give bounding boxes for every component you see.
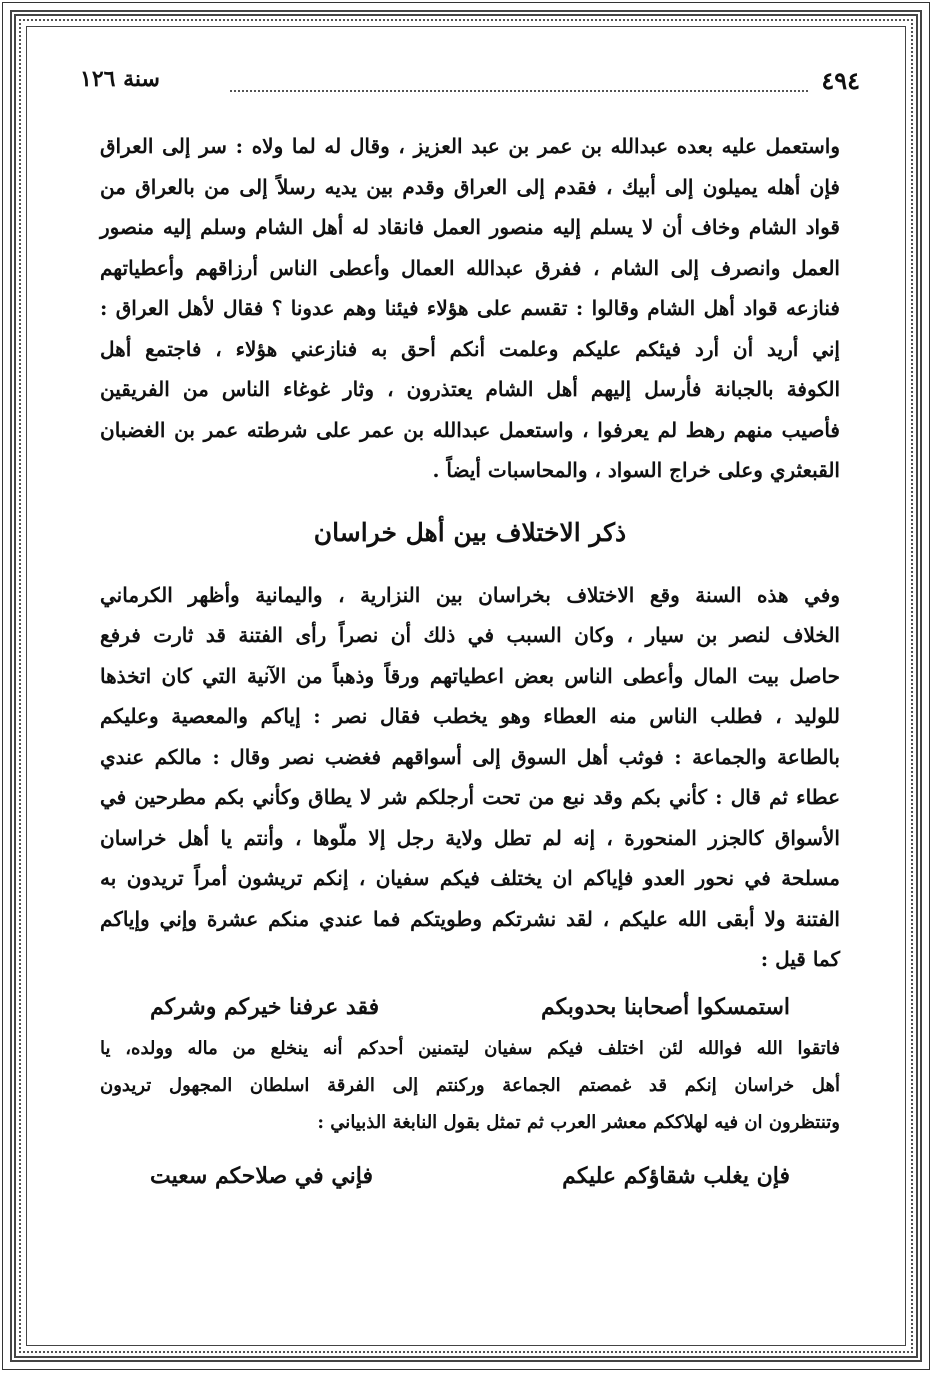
text-line: مسلحة في نحور العدو فإياكم ان يختلف فيكم سفيان ، إنكم تريشون أمراً تريدون به bbox=[100, 866, 840, 890]
intro-paragraph bbox=[100, 126, 840, 491]
verse-hemistich-right: فإن يغلب شقاؤكم عليكم bbox=[562, 1162, 790, 1189]
page-header bbox=[80, 60, 860, 100]
text-line: الكوفة بالجبانة فأرسل إليهم أهل الشام يعتذرون ، وثار غوغاء الناس من الفريقين bbox=[100, 377, 840, 401]
text-line: فنازعه قواد أهل الشام وقالوا : تقسم على هؤلاء فيئنا وهم عدونا ؟ فقال لأهل العراق : bbox=[100, 296, 840, 320]
text-line: الأسواق كالجزر المنحورة ، إنه لم تطل ولاية رجل إلا ملّوها ، وأنتم يا أهل خراسان bbox=[100, 825, 840, 850]
text-line: وتنتظرون ان فيه لهلاككم معشر العرب ثم تمثل بقول النابغة الذبياني : bbox=[317, 1111, 840, 1133]
text-line: الخلاف لنصر بن سيار ، وكان السبب في ذلك أن نصراً رأى الفتنة قد ثارت فرفع bbox=[100, 623, 840, 647]
text-line: فاتقوا الله فوالله لئن اختلف فيكم سفيان ليتمنين أحدكم أنه ينخلع من ماله وولده، يا bbox=[100, 1037, 840, 1059]
text-line: القبعثري وعلى خراج السواد ، والمحاسبات أيضاً . bbox=[432, 458, 840, 482]
text-line: الفتنة ولا أبقى الله عليكم ، لقد نشرتكم وطويتكم فما عندي منكم عشرة وإني وإياكم bbox=[100, 906, 840, 931]
text-line: واستعمل عليه بعده عبدالله بن عمر بن عبد العزيز ، وقال له لما ولاه : سر إلى العراق bbox=[100, 134, 840, 158]
verse-hemistich-left: فقد عرفنا خيركم وشركم bbox=[150, 993, 380, 1020]
text-line: أهل خراسان إنكم قد غمصتم الجماعة وركنتم إلى الفرقة اسلطان المجهول تريدون bbox=[100, 1074, 840, 1096]
section-title: ذكر الاختلاف بين أهل خراسان bbox=[313, 517, 627, 547]
text-line: قواد الشام وخاف أن لا يسلم إليه منصور العمل فانقاد له أهل الشام وسلم إليه منصور bbox=[100, 215, 840, 239]
text-line: عطاء ثم قال : كأني بكم وقد نبع من تحت أرجلكم شر لا يطاق وكأني بكم مطرحين في bbox=[100, 785, 840, 809]
poem-verse bbox=[150, 1163, 790, 1189]
text-line: فإن أهله يميلون إلى أبيك ، فقدم إلى العراق وقدم بين يديه رسلاً إلى من بالعراق من bbox=[100, 174, 840, 199]
running-head: سنة ١٢٦ bbox=[80, 66, 160, 92]
text-line: للوليد ، فطلب الناس منه العطاء وهو يخطب فقال نصر : إياكم والمعصية وعليكم bbox=[100, 704, 841, 728]
text-line: بالطاعة والجماعة : فوثب أهل السوق إلى أسواقهم فغضب نصر وقال : مالكم عندي bbox=[100, 744, 840, 769]
text-line: كما قيل : bbox=[760, 947, 840, 971]
text-line: فأصيب منهم رهط لم يعرفوا ، واستعمل عبدالله بن عمر على شرطته عمر بن الغضبان bbox=[100, 417, 840, 442]
text-line: وفي هذه السنة وقع الاختلاف بخراسان بين النزارية ، واليمانية وأظهر الكرماني bbox=[100, 582, 840, 607]
page-number: ٤٩٤ bbox=[821, 66, 860, 95]
header-dotted-rule bbox=[230, 90, 808, 92]
section-paragraph bbox=[100, 575, 840, 980]
page-body bbox=[100, 126, 840, 1199]
poem-verse bbox=[150, 994, 790, 1020]
verse-hemistich-left: فإني في صلاحكم سعيت bbox=[150, 1162, 373, 1189]
quoted-speech bbox=[100, 1030, 840, 1141]
text-line: حاصل بيت المال وأعطى الناس بعض اعطياتهم ورقاً وذهباً من الآنية التي كان اتخذها bbox=[100, 663, 841, 688]
verse-hemistich-right: استمسكوا أصحابنا بحدوبكم bbox=[540, 993, 790, 1020]
text-line: العمل وانصرف إلى الشام ، ففرق عبدالله العمال وأعطى الناس أرزاقهم وأعطياتهم bbox=[100, 255, 840, 280]
text-line: إني أريد أن أرد فيئكم عليكم وعلمت أنكم أحق به فنازعني هؤلاء ، فاجتمع أهل bbox=[100, 336, 840, 361]
